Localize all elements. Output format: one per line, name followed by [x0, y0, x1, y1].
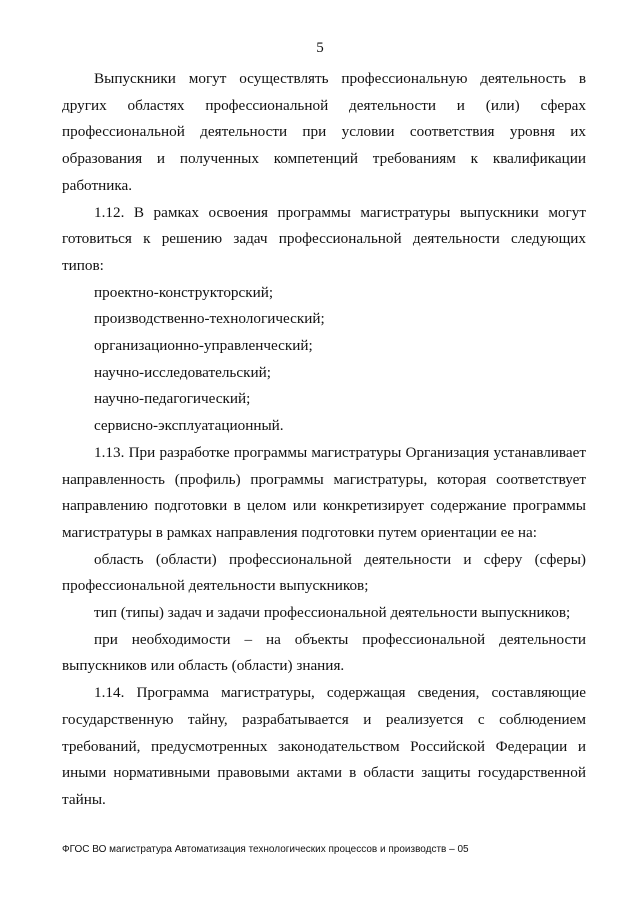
paragraph-1-14: 1.14. Программа магистратуры, содержащая сведения, составляющие государственную тайну, разрабатывается и реализуется с соблюдением требований, предусмотренных законодательством Российской Федерации и иными нормативными правовыми актами в области защиты государственной тайны.: [62, 684, 586, 808]
list-item-research: научно-исследовательский;: [94, 363, 271, 381]
document-body: [62, 66, 586, 814]
paragraph-task-types: тип (типы) задач и задачи профессиональной деятельности выпускников;: [94, 604, 571, 622]
list-item-pedagogical: научно-педагогический;: [94, 390, 251, 408]
list-item-management: организационно-управленческий;: [94, 337, 313, 355]
list-item-design: проектно-конструкторский;: [94, 283, 274, 301]
page-number: 5: [316, 40, 324, 56]
list-item-production: производственно-технологический;: [94, 310, 325, 328]
paragraph-area: область (области) профессиональной деятельности и сферу (сферы) профессиональной деятельности выпускников;: [62, 550, 586, 595]
list-item-service: сервисно-эксплуатационный.: [94, 417, 284, 435]
paragraph-objects: при необходимости – на объекты профессиональной деятельности выпускников или область (области) знания.: [62, 630, 586, 675]
paragraph-graduates: Выпускники могут осуществлять профессиональную деятельность в других областях профессиональной деятельности и (или) сферах профессиональной деятельности при условии соответствия уровня их образования и полученных компетенций требованиям к квалификации работника.: [62, 70, 586, 194]
paragraph-1-12: 1.12. В рамках освоения программы магистратуры выпускники могут готовиться к решению задач профессиональной деятельности следующих типов:: [62, 203, 586, 274]
paragraph-1-13: 1.13. При разработке программы магистратуры Организация устанавливает направленность (профиль) программы магистратуры, которая соответствует направлению подготовки в целом или конкретизирует содержание программы магистратуры в рамках направления подготовки путем ориентации ее на:: [62, 443, 586, 541]
document-footer: ФГОС ВО магистратура Автоматизация технологических процессов и производств – 05: [62, 844, 469, 855]
